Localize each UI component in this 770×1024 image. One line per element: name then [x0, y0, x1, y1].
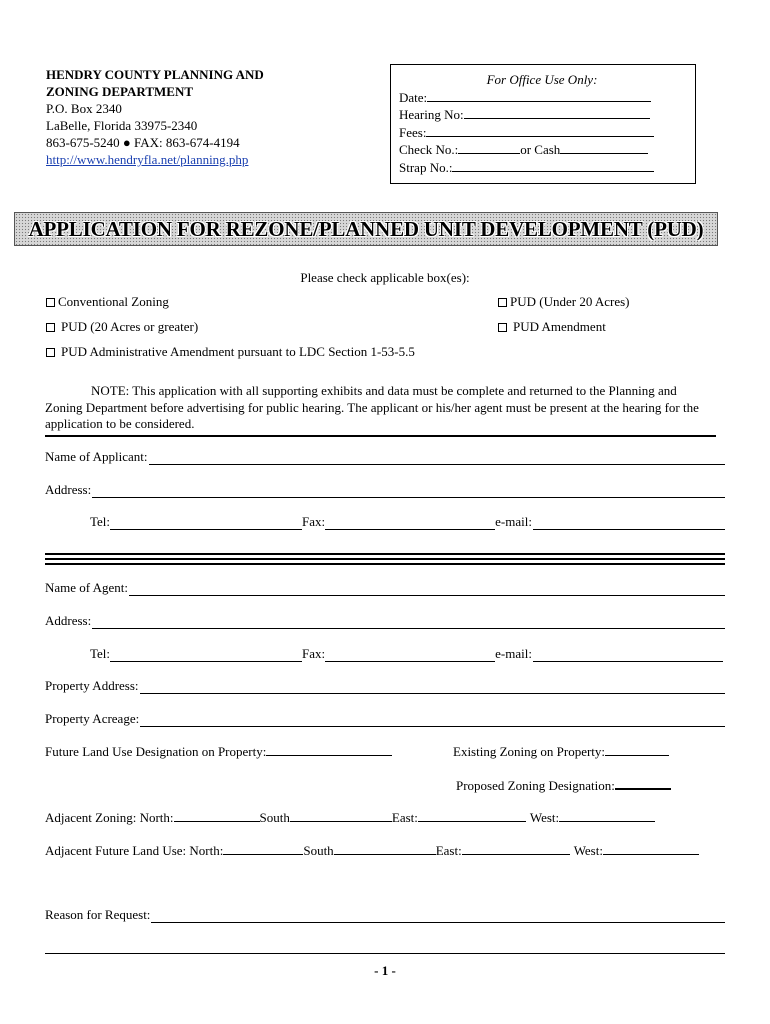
office-cash-field[interactable]: [560, 141, 648, 154]
office-date-label: Date:: [399, 89, 428, 105]
conventional-label: Conventional Zoning: [58, 294, 169, 309]
option-pud-admin-amendment: [46, 344, 415, 360]
office-strap-label: Strap No.:: [399, 159, 453, 175]
agent-name-field[interactable]: [129, 583, 725, 596]
applicant-contact-row: [90, 514, 725, 530]
applicant-email-label: e-mail:: [495, 514, 532, 529]
department-header: [46, 66, 264, 168]
applicant-name-field[interactable]: [149, 452, 725, 465]
existing-zoning-row: [453, 743, 669, 760]
pud-20-plus-label: PUD (20 Acres or greater): [61, 319, 199, 334]
adj-flu-south-field[interactable]: [334, 842, 436, 855]
org-name-line1: HENDRY COUNTY PLANNING AND: [46, 67, 264, 82]
adj-flu-east-field[interactable]: [462, 842, 570, 855]
section-divider-top: [45, 553, 725, 555]
reason-row: [45, 907, 725, 923]
agent-tel-field[interactable]: [110, 649, 302, 662]
applicant-address-row: [45, 482, 725, 498]
option-conventional: [46, 294, 169, 310]
property-acreage-field[interactable]: [140, 714, 725, 727]
adj-flu-east-label: East:: [435, 843, 462, 858]
adj-flu-north-field[interactable]: [223, 842, 303, 855]
option-pud-under-20: [498, 294, 630, 310]
pud-20-plus-checkbox[interactable]: [46, 323, 55, 332]
agent-email-field[interactable]: [533, 649, 723, 662]
agent-fax-label: Fax:: [302, 646, 326, 661]
reason-field-line2[interactable]: [45, 953, 725, 954]
adj-zoning-east-label: East:: [391, 810, 418, 825]
property-address-field[interactable]: [140, 681, 725, 694]
proposed-zoning-row: [456, 776, 671, 794]
future-land-use-label: Future Land Use Designation on Property:: [45, 744, 267, 759]
phone-fax: 863-675-5240 ● FAX: 863-674-4194: [46, 135, 240, 150]
adj-flu-west-field[interactable]: [603, 842, 699, 855]
agent-contact-row: [90, 646, 723, 662]
website-link[interactable]: http://www.hendryfla.net/planning.php: [46, 152, 249, 167]
divider: [45, 435, 716, 437]
pud-amendment-label: PUD Amendment: [513, 319, 606, 334]
applicant-address-label: Address:: [45, 482, 92, 497]
office-fees-label: Fees:: [399, 124, 427, 140]
applicant-address-field[interactable]: [92, 485, 725, 498]
adj-zoning-south-label: South: [259, 810, 290, 825]
property-acreage-row: [45, 711, 725, 727]
applicant-tel-field[interactable]: [110, 517, 302, 530]
adj-zoning-west-field[interactable]: [559, 809, 655, 822]
adj-flu-west-label: West:: [573, 843, 603, 858]
adjacent-zoning-row: [45, 809, 655, 826]
po-box: P.O. Box 2340: [46, 101, 122, 116]
office-date-field[interactable]: [427, 89, 651, 102]
applicant-email-field[interactable]: [533, 517, 725, 530]
office-check-field[interactable]: [458, 141, 520, 154]
adj-zoning-north-label: Adjacent Zoning: North:: [45, 810, 174, 825]
reason-label: Reason for Request:: [45, 907, 151, 922]
application-title: APPLICATION FOR REZONE/PLANNED UNIT DEVELOPMENT (PUD): [28, 216, 704, 241]
page-number: - 1 -: [374, 963, 396, 978]
agent-tel-label: Tel:: [90, 646, 111, 661]
office-cash-label: or Cash: [520, 142, 561, 157]
future-land-use-field[interactable]: [266, 743, 392, 756]
adj-zoning-west-label: West:: [529, 810, 560, 825]
property-acreage-label: Property Acreage:: [45, 711, 140, 726]
adj-flu-south-label: South: [303, 843, 334, 858]
existing-zoning-label: Existing Zoning on Property:: [453, 744, 606, 759]
adj-flu-north-label: Adjacent Future Land Use: North:: [45, 843, 224, 858]
agent-address-row: [45, 613, 725, 629]
proposed-zoning-label: Proposed Zoning Designation:: [456, 778, 615, 793]
city-state-zip: LaBelle, Florida 33975-2340: [46, 118, 198, 133]
submission-note: NOTE: This application with all supporting exhibits and data must be complete and returned to the Planning and Zoning Department before advertising for public hearing. The applicant or his/her agent must be present at the hearing for the application to be considered.: [45, 383, 699, 431]
office-hearing-label: Hearing No:: [399, 107, 464, 122]
pud-under-20-checkbox[interactable]: [498, 298, 507, 307]
agent-address-label: Address:: [45, 613, 92, 628]
applicant-name-row: [45, 449, 725, 465]
agent-fax-field[interactable]: [325, 649, 495, 662]
adj-zoning-north-field[interactable]: [174, 809, 260, 822]
pud-admin-checkbox[interactable]: [46, 348, 55, 357]
applicant-name-label: Name of Applicant:: [45, 449, 148, 464]
office-use-box: [390, 64, 696, 184]
application-title-banner: [14, 212, 718, 246]
proposed-zoning-field[interactable]: [615, 776, 671, 790]
agent-address-field[interactable]: [92, 616, 725, 629]
adj-zoning-south-field[interactable]: [290, 809, 392, 822]
option-pud-amendment: [498, 319, 606, 335]
adj-zoning-east-field[interactable]: [418, 809, 526, 822]
pud-amendment-checkbox[interactable]: [498, 323, 507, 332]
agent-name-row: [45, 580, 725, 596]
future-land-use-row: [45, 743, 392, 760]
agent-name-label: Name of Agent:: [45, 580, 129, 595]
office-hearing-field[interactable]: [464, 106, 650, 119]
conventional-checkbox[interactable]: [46, 298, 55, 307]
property-address-row: [45, 678, 725, 694]
applicant-tel-label: Tel:: [90, 514, 111, 529]
office-fees-field[interactable]: [426, 124, 654, 137]
applicant-fax-field[interactable]: [325, 517, 495, 530]
section-divider-bottom: [45, 563, 725, 565]
existing-zoning-field[interactable]: [605, 743, 669, 756]
applicant-fax-label: Fax:: [302, 514, 326, 529]
checkbox-prompt: Please check applicable box(es):: [300, 270, 470, 285]
pud-under-20-label: PUD (Under 20 Acres): [510, 294, 630, 309]
reason-field[interactable]: [151, 910, 725, 923]
office-check-label: Check No.:: [399, 142, 459, 157]
section-divider-mid: [45, 558, 725, 560]
office-strap-field[interactable]: [452, 159, 654, 172]
agent-email-label: e-mail:: [495, 646, 532, 661]
property-address-label: Property Address:: [45, 678, 139, 693]
org-name-line2: ZONING DEPARTMENT: [46, 84, 194, 99]
pud-admin-label: PUD Administrative Amendment pursuant to LDC Section 1-53-5.5: [61, 344, 415, 359]
office-use-title: For Office Use Only:: [486, 72, 598, 87]
adjacent-flu-row: [45, 842, 699, 859]
option-pud-20-plus: [46, 319, 198, 335]
